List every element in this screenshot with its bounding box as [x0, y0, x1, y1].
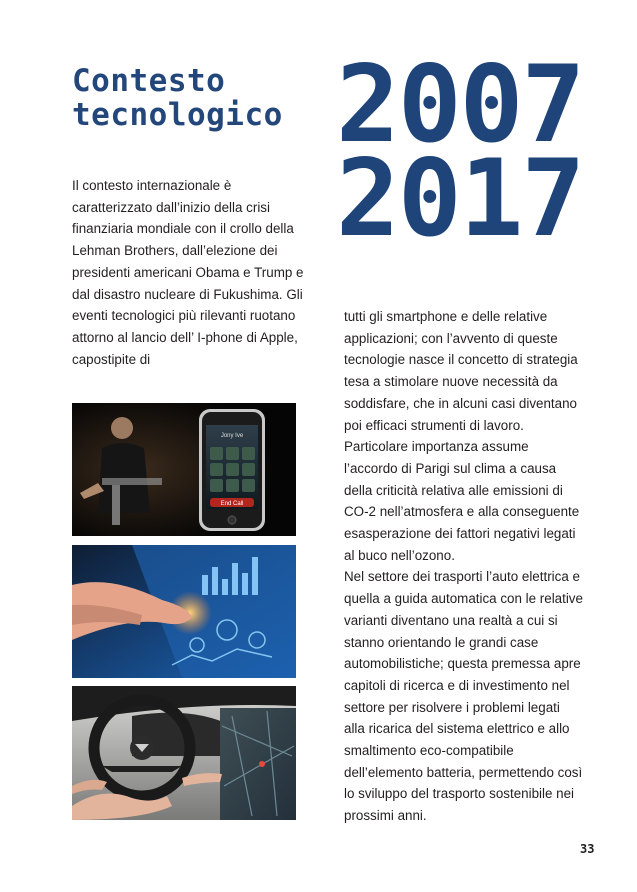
left-text-column: [72, 175, 304, 370]
right-text-column: [344, 306, 584, 827]
year-start: 2007: [336, 43, 584, 166]
tesla-interior-photo: [72, 686, 296, 820]
intro-paragraph: Il contesto internazionale è caratterizzato dall’inizio della crisi finanziaria mondiale con il crollo della Lehman Brothers, dall’elezione dei presidenti americani Obama e Trump e dal disastro nucleare di Fukushima. Gli eventi tecnologici più rilevanti ruotano attorno al lancio dell’ I-phone di Apple, capostipite di: [72, 178, 304, 367]
transport-paragraph: Nel settore dei trasporti l’auto elettrica e quella a guida automatica con le relative varianti diventano una realtà a cui si stanno orientando le grandi case automobilistiche; questa premessa apre capitoli di ricerca e di investimento nel settore per risolvere i problemi legati alla ricarica del sistema elettrico e allo smaltimento eco-compatibile dell’elemento batteria, permettendo così lo sviluppo del trasporto sostenibile nei prossimi anni.: [344, 569, 583, 824]
continuation-paragraph: tutti gli smartphone e delle relative applicazioni; con l’avvento di queste tecnologie nasce il concetto di strategia tesa a stimolare nuove necessità da soddisfare, che in alcuni casi diventano poi efficaci strumenti di lavoro. Particolare importanza assume l’accordo di Parigi sul clima a causa della criticità relativa alle emissioni di CO-2 nell’atmosfera e alla conseguente esasperazione dei fattori negativi legati al buco nell’ozono.: [344, 309, 580, 563]
year-range: [336, 43, 584, 260]
iphone-end-call-label: End Call: [220, 501, 244, 507]
title-line-1: Contesto: [72, 63, 226, 99]
title-line-2: tecnologico: [72, 97, 283, 133]
page-title: [72, 64, 283, 132]
iphone-keynote-photo: [72, 403, 296, 536]
page-number: 33: [580, 842, 595, 856]
iphone-caller-name: Jony Ive: [220, 433, 244, 439]
tablet-touch-photo: [72, 545, 296, 678]
year-end: 2017: [336, 137, 584, 260]
